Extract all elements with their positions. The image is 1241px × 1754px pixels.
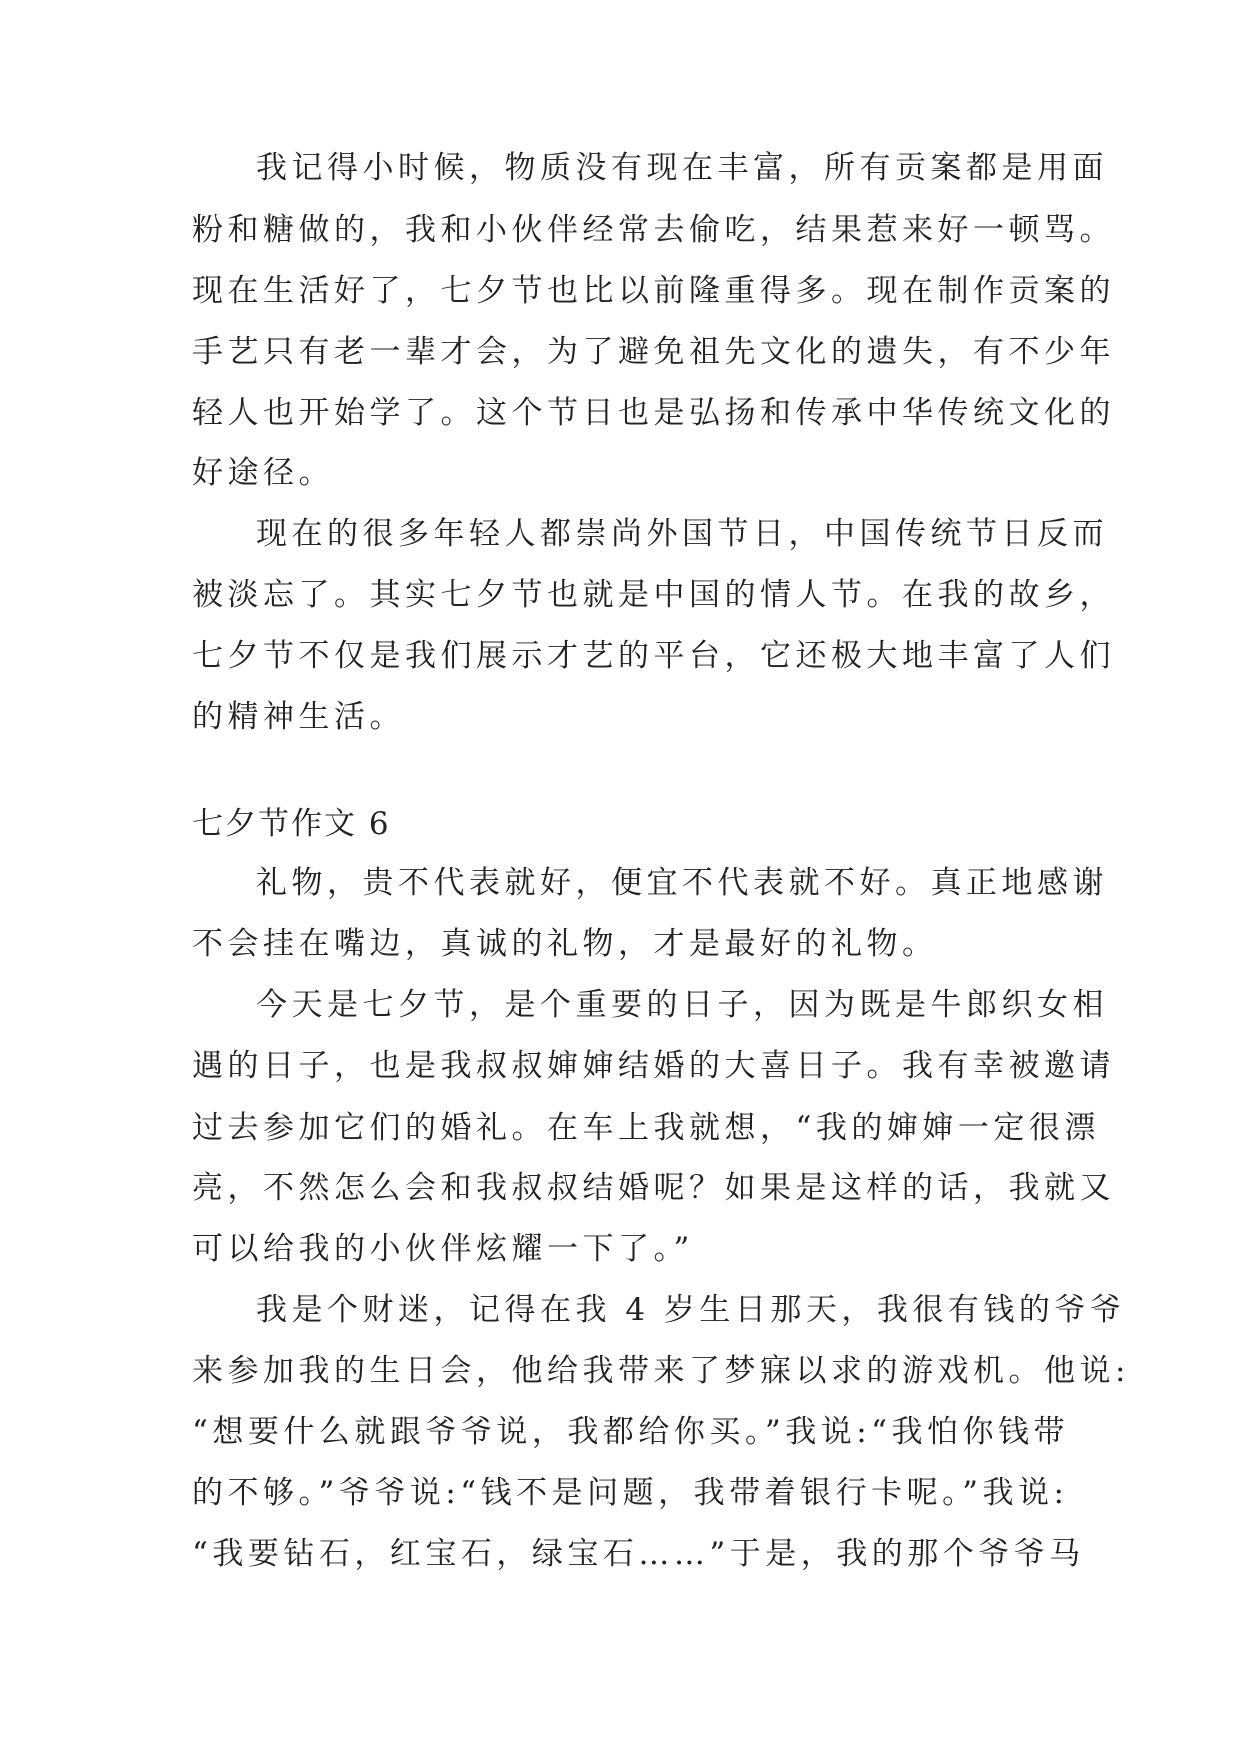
paragraph-line: 好途径。: [192, 455, 334, 491]
paragraph-line: 现在的很多年轻人都崇尚外国节日，中国传统节日反而: [256, 516, 1108, 552]
paragraph-line: 亮，不然怎么会和我叔叔结婚呢？如果是这样的话，我就又: [192, 1170, 1115, 1206]
paragraph-line: 礼物，贵不代表就好，便宜不代表就不好。真正地感谢: [256, 865, 1108, 901]
paragraph-line: 七夕节不仅是我们展示才艺的平台，它还极大地丰富了人们: [192, 638, 1115, 674]
paragraph-line: 轻人也开始学了。这个节日也是弘扬和传承中华传统文化的: [192, 395, 1115, 431]
paragraph-line: 我记得小时候，物质没有现在丰富，所有贡案都是用面: [256, 150, 1108, 186]
paragraph-line: 的精神生活。: [192, 699, 405, 735]
paragraph-line: 不会挂在嘴边，真诚的礼物，才是最好的礼物。: [192, 926, 938, 962]
paragraph-line: 过去参加它们的婚礼。在车上我就想，“我的婶婶一定很漂: [192, 1110, 1100, 1146]
paragraph-line: 来参加我的生日会，他给我带来了梦寐以求的游戏机。他说:: [192, 1353, 1130, 1389]
paragraph-line: 手艺只有老一辈才会，为了避免祖先文化的遗失，有不少年: [192, 334, 1115, 370]
paragraph-line: “我要钻石，红宝石，绿宝石……”于是，我的那个爷爷马: [192, 1536, 1085, 1572]
paragraph-line: 的不够。”爷爷说:“钱不是问题，我带着银行卡呢。”我说:: [192, 1475, 1069, 1511]
section-title: 七夕节作文 6: [192, 806, 391, 842]
paragraph-line: 今天是七夕节，是个重要的日子，因为既是牛郎织女相: [256, 987, 1108, 1023]
paragraph-line: 现在生活好了，七夕节也比以前隆重得多。现在制作贡案的: [192, 273, 1115, 309]
paragraph-line: 遇的日子，也是我叔叔婶婶结婚的大喜日子。我有幸被邀请: [192, 1048, 1115, 1084]
paragraph-line: 我是个财迷，记得在我 4 岁生日那天，我很有钱的爷爷: [256, 1292, 1126, 1328]
paragraph-line: 可以给我的小伙伴炫耀一下了。”: [192, 1231, 694, 1267]
paragraph-line: 粉和糖做的，我和小伙伴经常去偷吃，结果惹来好一顿骂。: [192, 212, 1115, 248]
paragraph-line: “想要什么就跟爷爷说，我都给你买。”我说:“我怕你钱带: [192, 1414, 1069, 1450]
paragraph-line: 被淡忘了。其实七夕节也就是中国的情人节。在我的故乡，: [192, 577, 1115, 613]
